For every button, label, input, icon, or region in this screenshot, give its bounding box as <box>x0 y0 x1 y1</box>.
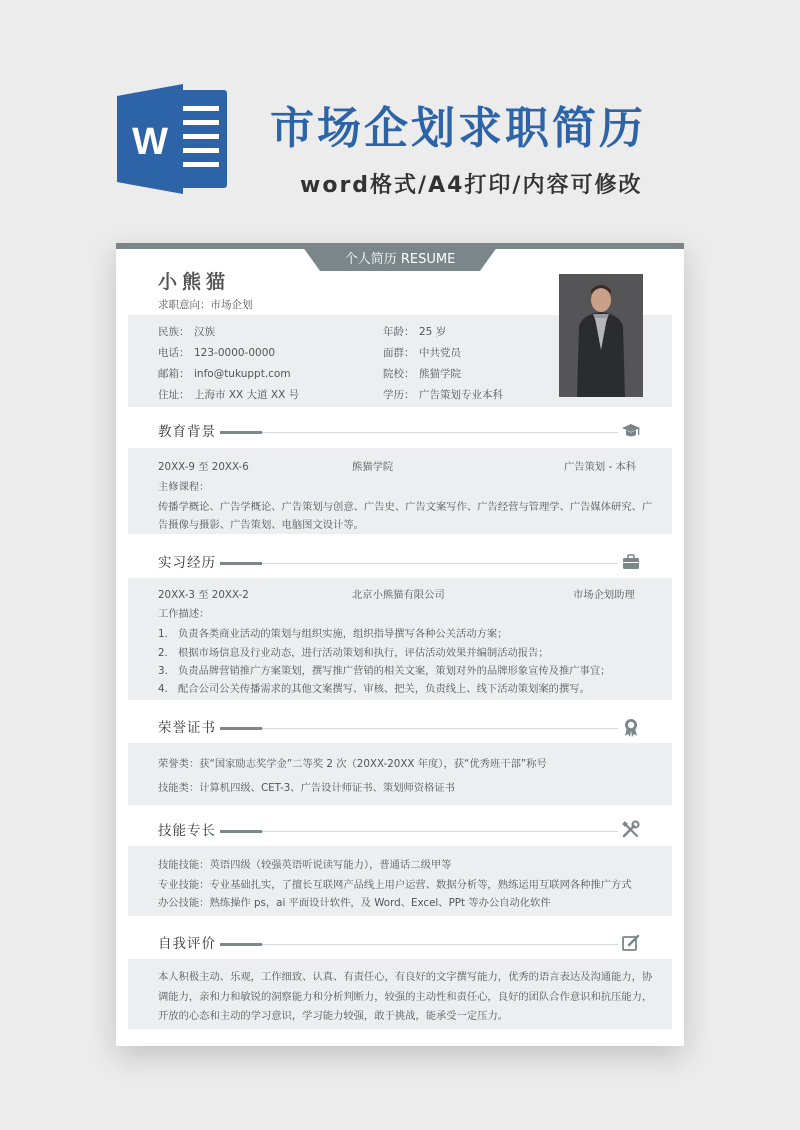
info-address: 住址： 上海市 XX 大道 XX 号 <box>158 389 300 401</box>
self-eval-line-3: 开放的心态和主动的学习意识，学习能力较强，敢于挑战，能承受一定压力。 <box>158 1010 509 1022</box>
honors-band <box>128 743 672 805</box>
info-degree: 学历： 广告策划专业本科 <box>383 389 503 401</box>
info-ethnicity: 民族： 汉族 <box>158 326 215 338</box>
graduation-cap-icon <box>620 420 642 442</box>
tools-icon <box>620 819 642 841</box>
award-icon <box>620 716 642 738</box>
honors-line-2: 技能类：计算机四级、CET-3、广告设计师证书、策划师资格证书 <box>158 782 456 794</box>
divider <box>262 831 618 832</box>
resume-tab-label: 个人简历 RESUME <box>344 252 456 267</box>
job-objective: 求职意向：市场企划 <box>158 299 253 311</box>
work-item: 2. 根据市场信息及行业动态，进行活动策划和执行，评估活动效果并编制活动报告； <box>158 647 549 659</box>
resume-paper <box>116 243 684 1046</box>
honors-line-1: 荣誉类：获“国家励志奖学金”二等奖 2 次（20XX-20XX 年度），获“优秀班干部”称号 <box>158 758 547 770</box>
skills-line-2: 专业技能：专业基础扎实，了擅长互联网产品线上用户运营、数据分析等，熟练运用互联网各种推广方式 <box>158 879 632 891</box>
skills-line-1: 技能技能：英语四级（较强英语听说读写能力），普通话二级甲等 <box>158 859 452 871</box>
self-eval-line-1: 本人积极主动、乐观，工作细致、认真、有责任心，有良好的文字撰写能力，优秀的语言表达及沟通能力，协 <box>158 971 653 983</box>
info-age: 年龄： 25 岁 <box>383 326 447 338</box>
courses-line-1: 传播学概论、广告学概论、广告策划与创意、广告史、广告文案写作、广告经营与管理学、广告媒体研究、广 <box>158 501 653 513</box>
skills-header <box>158 819 642 843</box>
work-item: 1. 负责各类商业活动的策划与组织实施，组织指导撰写各种公关活动方案； <box>158 628 508 640</box>
edit-icon <box>620 932 642 954</box>
info-politics: 面群： 中共党员 <box>383 347 461 359</box>
profile-photo <box>559 274 643 397</box>
internship-company: 北京小熊猫有限公司 <box>352 589 445 601</box>
page-title: 市场企划求职简历 <box>270 103 646 154</box>
word-icon-letter: W <box>132 121 168 163</box>
divider <box>262 944 618 945</box>
divider <box>262 728 618 729</box>
self-eval-header <box>158 932 642 956</box>
education-major: 广告策划 - 本科 <box>564 461 637 473</box>
briefcase-icon <box>620 551 642 573</box>
work-item: 4. 配合公司公关传播需求的其他文案撰写、审核、把关，负责线上、线下活动策划案的撰写。 <box>158 683 590 695</box>
honors-title: 荣誉证书 <box>158 720 216 736</box>
education-header <box>158 420 642 444</box>
self-eval-line-2: 调能力，亲和力和敏锐的洞察能力和分析判断力，较强的主动性和责任心，良好的团队合作意识和抗压能力， <box>158 991 653 1003</box>
page-subtitle: word格式/A4打印/内容可修改 <box>300 173 643 198</box>
self-eval-title: 自我评价 <box>158 936 216 952</box>
word-icon <box>117 84 229 194</box>
divider <box>262 563 618 564</box>
internship-period: 20XX-3 至 20XX-2 <box>158 589 249 601</box>
courses-label: 主修课程： <box>158 481 210 493</box>
education-title: 教育背景 <box>158 424 216 440</box>
candidate-name: 小熊猫 <box>158 271 231 293</box>
divider-accent <box>220 562 262 565</box>
divider-accent <box>220 830 262 833</box>
info-email: 邮箱： info@tukuppt.com <box>158 368 291 380</box>
divider-accent <box>220 431 262 434</box>
internship-position: 市场企划助理 <box>573 589 635 601</box>
divider-accent <box>220 943 262 946</box>
education-school: 熊猫学院 <box>352 461 394 473</box>
page-header <box>0 0 800 240</box>
divider-accent <box>220 727 262 730</box>
internship-title: 实习经历 <box>158 555 216 571</box>
info-phone: 电话： 123-0000-0000 <box>158 347 276 359</box>
info-school: 院校： 熊猫学院 <box>383 368 461 380</box>
work-item: 3. 负责品牌营销推广方案策划，撰写推广营销的相关文案，策划对外的品牌形象宣传及推广事宜； <box>158 665 611 677</box>
honors-header <box>158 716 642 740</box>
courses-line-2: 告摄像与摄影、广告策划、电脑图文设计等。 <box>158 519 364 531</box>
skills-title: 技能专长 <box>158 823 216 839</box>
education-period: 20XX-9 至 20XX-6 <box>158 461 249 473</box>
internship-header <box>158 551 642 575</box>
skills-line-3: 办公技能：熟练操作 ps，ai 平面设计软件，及 Word、Excel、PPt 等办公自动化软件 <box>158 897 551 909</box>
divider <box>262 432 618 433</box>
work-desc-label: 工作描述： <box>158 608 210 620</box>
